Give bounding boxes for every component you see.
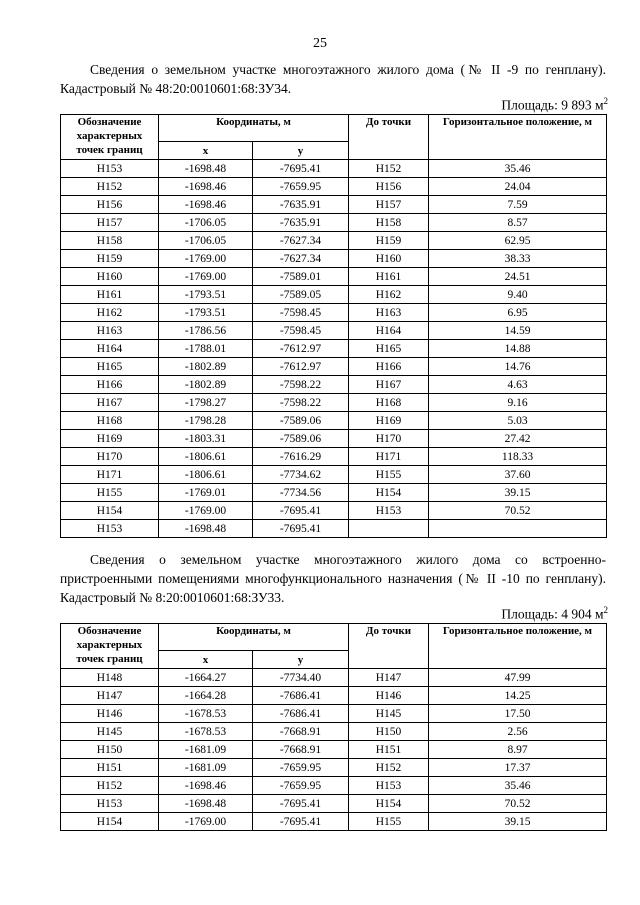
section1-intro: Сведения о земельном участке многоэтажного жилого дома (№ II -9 по генплану). Кадастровый № 48:20:0010601:68:ЗУ34. <box>60 62 606 96</box>
table-row <box>61 502 607 520</box>
distance-cell: 2.56 <box>429 723 607 741</box>
table-row <box>61 741 607 759</box>
header-horizontal: Горизонтальное положение, м <box>429 115 607 160</box>
table-row <box>61 759 607 777</box>
to-point-cell: Н157 <box>349 196 429 214</box>
x-cell: -1706.05 <box>159 232 253 250</box>
to-point-cell: Н165 <box>349 340 429 358</box>
header-to-point: До точки <box>349 115 429 160</box>
table-row <box>61 268 607 286</box>
point-cell: Н153 <box>61 520 159 538</box>
point-cell: Н171 <box>61 466 159 484</box>
x-cell: -1678.53 <box>159 723 253 741</box>
table-row <box>61 376 607 394</box>
section1-area-sup: 2 <box>603 96 608 106</box>
y-cell: -7695.41 <box>253 160 349 178</box>
x-cell: -1788.01 <box>159 340 253 358</box>
x-cell: -1698.46 <box>159 178 253 196</box>
x-cell: -1769.00 <box>159 813 253 831</box>
distance-cell: 47.99 <box>429 669 607 687</box>
point-cell: Н152 <box>61 178 159 196</box>
y-cell: -7659.95 <box>253 178 349 196</box>
x-cell: -1698.48 <box>159 795 253 813</box>
distance-cell: 17.37 <box>429 759 607 777</box>
table-row <box>61 394 607 412</box>
x-cell: -1698.46 <box>159 196 253 214</box>
distance-cell: 70.52 <box>429 795 607 813</box>
point-cell: Н147 <box>61 687 159 705</box>
x-cell: -1698.46 <box>159 777 253 795</box>
header-x: x <box>159 651 253 669</box>
table-row <box>61 723 607 741</box>
y-cell: -7635.91 <box>253 196 349 214</box>
table-row <box>61 813 607 831</box>
x-cell: -1698.48 <box>159 160 253 178</box>
to-point-cell <box>349 520 429 538</box>
to-point-cell: Н154 <box>349 795 429 813</box>
to-point-cell: Н168 <box>349 394 429 412</box>
distance-cell: 8.97 <box>429 741 607 759</box>
distance-cell: 4.63 <box>429 376 607 394</box>
point-cell: Н162 <box>61 304 159 322</box>
distance-cell: 7.59 <box>429 196 607 214</box>
distance-cell: 38.33 <box>429 250 607 268</box>
x-cell: -1769.00 <box>159 502 253 520</box>
to-point-cell: Н155 <box>349 813 429 831</box>
to-point-cell: Н166 <box>349 358 429 376</box>
section2-table-body <box>61 669 607 831</box>
header-horizontal: Горизонтальное положение, м <box>429 624 607 669</box>
point-cell: Н167 <box>61 394 159 412</box>
to-point-cell: Н169 <box>349 412 429 430</box>
table-row <box>61 322 607 340</box>
distance-cell: 6.95 <box>429 304 607 322</box>
table-row <box>61 196 607 214</box>
table-row <box>61 430 607 448</box>
table-row <box>61 232 607 250</box>
table-row <box>61 669 607 687</box>
x-cell: -1664.28 <box>159 687 253 705</box>
x-cell: -1769.00 <box>159 268 253 286</box>
y-cell: -7695.41 <box>253 520 349 538</box>
distance-cell: 27.42 <box>429 430 607 448</box>
x-cell: -1793.51 <box>159 304 253 322</box>
point-cell: Н160 <box>61 268 159 286</box>
y-cell: -7668.91 <box>253 723 349 741</box>
x-cell: -1802.89 <box>159 376 253 394</box>
distance-cell: 39.15 <box>429 484 607 502</box>
x-cell: -1802.89 <box>159 358 253 376</box>
section1-area-label: Площадь: 9 893 м <box>501 97 604 113</box>
x-cell: -1769.01 <box>159 484 253 502</box>
point-cell: Н157 <box>61 214 159 232</box>
point-cell: Н145 <box>61 723 159 741</box>
header-x: x <box>159 142 253 160</box>
y-cell: -7659.95 <box>253 777 349 795</box>
to-point-cell: Н167 <box>349 376 429 394</box>
y-cell: -7734.62 <box>253 466 349 484</box>
y-cell: -7734.40 <box>253 669 349 687</box>
point-cell: Н158 <box>61 232 159 250</box>
to-point-cell: Н153 <box>349 502 429 520</box>
table-row <box>61 520 607 538</box>
y-cell: -7695.41 <box>253 795 349 813</box>
point-cell: Н151 <box>61 759 159 777</box>
to-point-cell: Н160 <box>349 250 429 268</box>
y-cell: -7686.41 <box>253 687 349 705</box>
to-point-cell: Н153 <box>349 777 429 795</box>
table-row <box>61 160 607 178</box>
y-cell: -7589.05 <box>253 286 349 304</box>
table-row <box>61 795 607 813</box>
to-point-cell: Н147 <box>349 669 429 687</box>
point-cell: Н163 <box>61 322 159 340</box>
section2-coordinates-table <box>60 623 607 831</box>
table-row <box>61 484 607 502</box>
x-cell: -1681.09 <box>159 759 253 777</box>
y-cell: -7627.34 <box>253 232 349 250</box>
x-cell: -1786.56 <box>159 322 253 340</box>
y-cell: -7589.06 <box>253 430 349 448</box>
section2-area-sup: 2 <box>603 605 608 615</box>
distance-cell: 17.50 <box>429 705 607 723</box>
y-cell: -7627.34 <box>253 250 349 268</box>
point-cell: Н165 <box>61 358 159 376</box>
table-row <box>61 777 607 795</box>
header-y: y <box>253 142 349 160</box>
y-cell: -7612.97 <box>253 340 349 358</box>
y-cell: -7598.45 <box>253 304 349 322</box>
point-cell: Н156 <box>61 196 159 214</box>
table-row <box>61 705 607 723</box>
y-cell: -7659.95 <box>253 759 349 777</box>
to-point-cell: Н155 <box>349 466 429 484</box>
y-cell: -7598.22 <box>253 376 349 394</box>
section1-area <box>501 96 608 114</box>
to-point-cell: Н152 <box>349 160 429 178</box>
y-cell: -7598.22 <box>253 394 349 412</box>
y-cell: -7589.06 <box>253 412 349 430</box>
y-cell: -7695.41 <box>253 502 349 520</box>
to-point-cell: Н163 <box>349 304 429 322</box>
section2-area-label: Площадь: 4 904 м <box>501 606 604 622</box>
y-cell: -7686.41 <box>253 705 349 723</box>
section1-coordinates-table <box>60 114 607 538</box>
distance-cell: 5.03 <box>429 412 607 430</box>
y-cell: -7612.97 <box>253 358 349 376</box>
point-cell: Н161 <box>61 286 159 304</box>
point-cell: Н169 <box>61 430 159 448</box>
point-cell: Н153 <box>61 160 159 178</box>
distance-cell: 14.76 <box>429 358 607 376</box>
header-point: Обозначение характерных точек границ <box>61 624 159 669</box>
x-cell: -1769.00 <box>159 250 253 268</box>
point-cell: Н154 <box>61 813 159 831</box>
table-row <box>61 178 607 196</box>
y-cell: -7734.56 <box>253 484 349 502</box>
table-row <box>61 304 607 322</box>
distance-cell: 118.33 <box>429 448 607 466</box>
to-point-cell: Н156 <box>349 178 429 196</box>
x-cell: -1798.27 <box>159 394 253 412</box>
y-cell: -7635.91 <box>253 214 349 232</box>
to-point-cell: Н171 <box>349 448 429 466</box>
page-number: 25 <box>313 36 327 51</box>
x-cell: -1664.27 <box>159 669 253 687</box>
to-point-cell: Н170 <box>349 430 429 448</box>
x-cell: -1803.31 <box>159 430 253 448</box>
point-cell: Н154 <box>61 502 159 520</box>
x-cell: -1706.05 <box>159 214 253 232</box>
distance-cell: 14.25 <box>429 687 607 705</box>
table-row <box>61 448 607 466</box>
to-point-cell: Н161 <box>349 268 429 286</box>
distance-cell: 14.88 <box>429 340 607 358</box>
table-row <box>61 412 607 430</box>
point-cell: Н150 <box>61 741 159 759</box>
distance-cell: 9.40 <box>429 286 607 304</box>
point-cell: Н164 <box>61 340 159 358</box>
point-cell: Н148 <box>61 669 159 687</box>
section2-area <box>501 605 608 623</box>
point-cell: Н166 <box>61 376 159 394</box>
point-cell: Н159 <box>61 250 159 268</box>
x-cell: -1698.48 <box>159 520 253 538</box>
section2-intro: Сведения о земельном участке многоэтажного жилого дома со встроенно-пристроенными помещениями многофункционального назначения (№ II -10 по генплану). Кадастровый № 8:20:0010601:68:ЗУ33. <box>60 552 606 605</box>
point-cell: Н155 <box>61 484 159 502</box>
header-to-point: До точки <box>349 624 429 669</box>
x-cell: -1681.09 <box>159 741 253 759</box>
to-point-cell: Н151 <box>349 741 429 759</box>
distance-cell: 14.59 <box>429 322 607 340</box>
header-coords: Координаты, м <box>159 624 349 651</box>
table-row <box>61 214 607 232</box>
table-row <box>61 466 607 484</box>
distance-cell: 9.16 <box>429 394 607 412</box>
x-cell: -1798.28 <box>159 412 253 430</box>
point-cell: Н152 <box>61 777 159 795</box>
header-coords: Координаты, м <box>159 115 349 142</box>
y-cell: -7668.91 <box>253 741 349 759</box>
to-point-cell: Н164 <box>349 322 429 340</box>
to-point-cell: Н146 <box>349 687 429 705</box>
to-point-cell: Н154 <box>349 484 429 502</box>
distance-cell: 8.57 <box>429 214 607 232</box>
to-point-cell: Н159 <box>349 232 429 250</box>
x-cell: -1678.53 <box>159 705 253 723</box>
to-point-cell: Н145 <box>349 705 429 723</box>
y-cell: -7598.45 <box>253 322 349 340</box>
distance-cell: 35.46 <box>429 777 607 795</box>
to-point-cell: Н150 <box>349 723 429 741</box>
table-row <box>61 358 607 376</box>
section1-table-body <box>61 160 607 538</box>
header-y: y <box>253 651 349 669</box>
distance-cell: 70.52 <box>429 502 607 520</box>
distance-cell: 24.04 <box>429 178 607 196</box>
distance-cell: 24.51 <box>429 268 607 286</box>
x-cell: -1793.51 <box>159 286 253 304</box>
point-cell: Н170 <box>61 448 159 466</box>
y-cell: -7616.29 <box>253 448 349 466</box>
distance-cell <box>429 520 607 538</box>
table-row <box>61 687 607 705</box>
x-cell: -1806.61 <box>159 448 253 466</box>
table-row <box>61 250 607 268</box>
x-cell: -1806.61 <box>159 466 253 484</box>
distance-cell: 62.95 <box>429 232 607 250</box>
point-cell: Н168 <box>61 412 159 430</box>
point-cell: Н146 <box>61 705 159 723</box>
distance-cell: 39.15 <box>429 813 607 831</box>
distance-cell: 35.46 <box>429 160 607 178</box>
y-cell: -7589.01 <box>253 268 349 286</box>
to-point-cell: Н162 <box>349 286 429 304</box>
distance-cell: 37.60 <box>429 466 607 484</box>
y-cell: -7695.41 <box>253 813 349 831</box>
to-point-cell: Н158 <box>349 214 429 232</box>
table-row <box>61 340 607 358</box>
header-point: Обозначение характерных точек границ <box>61 115 159 160</box>
point-cell: Н153 <box>61 795 159 813</box>
to-point-cell: Н152 <box>349 759 429 777</box>
table-row <box>61 286 607 304</box>
